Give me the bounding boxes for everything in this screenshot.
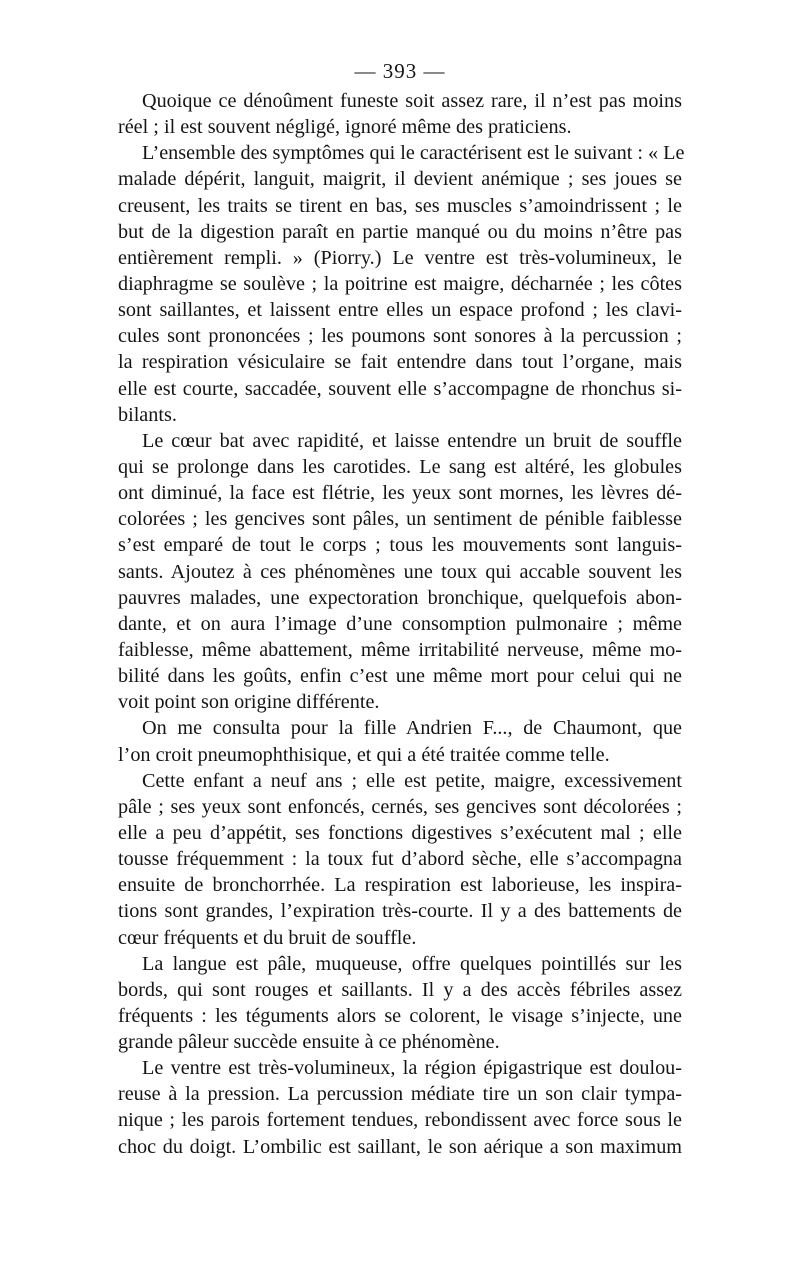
text-line: On me consulta pour la fille Andrien F..., de Chaumont, que [142, 717, 682, 740]
paragraph [118, 768, 682, 951]
text-line: sants. Ajoutez à ces phénomènes une toux qui accable souvent les [118, 560, 682, 583]
text-line: but de la digestion paraît en partie manqué ou du moins n’être pas [118, 220, 682, 243]
text-line: cœur fréquents et du bruit de souffle. [118, 926, 417, 949]
text-line: s’est emparé de tout le corps ; tous les mouvements sont languis- [118, 534, 682, 557]
text-line: ont diminué, la face est flétrie, les yeux sont mornes, les lèvres dé- [118, 482, 682, 505]
book-page [118, 56, 685, 1160]
text-line: Quoique ce dénoûment funeste soit assez rare, il n’est pas moins [142, 90, 682, 112]
text-line: tions sont grandes, l’expiration très-courte. Il y a des battements de [118, 900, 682, 923]
text-line: réel ; il est souvent négligé, ignoré même des praticiens. [118, 116, 572, 139]
paragraph [118, 951, 682, 1056]
text-line: diaphragme se soulève ; la poitrine est maigre, décharnée ; les côtes [118, 272, 682, 295]
text-line: fréquents : les téguments alors se colorent, le visage s’injecte, une [118, 1004, 682, 1027]
text-line: elle a peu d’appétit, ses fonctions digestives s’exécutent mal ; elle [118, 821, 682, 844]
text-line: Cette enfant a neuf ans ; elle est petite, maigre, excessivement [142, 769, 682, 792]
text-line: l’on croit pneumophthisique, et qui a été traitée comme telle. [118, 743, 610, 766]
text-line: choc du doigt. L’ombilic est saillant, le son aérique a son maximum [118, 1135, 682, 1158]
text-line: dante, et on aura l’image d’une consomption pulmonaire ; même [118, 612, 682, 635]
text-line: faiblesse, même abattement, même irritabilité nerveuse, même mo- [118, 638, 682, 661]
text-line: ensuite de bronchorrhée. La respiration est laborieuse, les inspira- [118, 874, 682, 897]
text-line: entièrement rempli. » (Piorry.) Le ventre est très-volumineux, le [118, 246, 682, 269]
text-line: Le ventre est très-volumineux, la région épigastrique est doulou- [142, 1057, 682, 1080]
text-line: bilants. [118, 403, 177, 426]
text-line: pauvres malades, une expectoration bronchique, quelquefois abon- [118, 586, 682, 609]
text-line: colorées ; les gencives sont pâles, un sentiment de pénible faiblesse [118, 508, 682, 531]
text-line: sont saillantes, et laissent entre elles un espace profond ; les clavi- [118, 299, 682, 322]
text-line: bords, qui sont rouges et saillants. Il y a des accès fébriles assez [118, 978, 682, 1001]
text-line: qui se prolonge dans les carotides. Le sang est altéré, les globules [118, 455, 682, 478]
paragraph [118, 715, 682, 767]
paragraph [118, 88, 682, 140]
body-text [118, 88, 685, 1160]
text-line: Le cœur bat avec rapidité, et laisse entendre un bruit de souffle [142, 429, 682, 452]
text-line: L’ensemble des symptômes qui le caractérisent est le suivant : « Le [142, 142, 685, 165]
paragraph [118, 1055, 682, 1160]
paragraph [118, 428, 682, 716]
text-line: nique ; les parois fortement tendues, rebondissent avec force sous le [118, 1109, 682, 1132]
text-line: pâle ; ses yeux sont enfoncés, cernés, ses gencives sont décolorées ; [118, 795, 682, 818]
text-line: bilité dans les goûts, enfin c’est une même mort pour celui qui ne [118, 665, 682, 688]
text-line: reuse à la pression. La percussion médiate tire un son clair tympa- [118, 1083, 682, 1106]
text-line: La langue est pâle, muqueuse, offre quelques pointillés sur les [142, 952, 682, 975]
text-line: elle est courte, saccadée, souvent elle s’accompagne de rhonchus si- [118, 377, 682, 400]
text-line: cules sont prononcées ; les poumons sont sonores à la percussion ; [118, 325, 682, 348]
text-line: voit point son origine différente. [118, 691, 380, 714]
text-line: malade dépérit, languit, maigrit, il devient anémique ; ses joues se [118, 168, 682, 191]
text-line: la respiration vésiculaire se fait entendre dans tout l’organe, mais [118, 351, 682, 374]
text-line: tousse fréquemment : la toux fut d’abord sèche, elle s’accompagna [118, 848, 682, 871]
paragraph [118, 140, 685, 428]
page-number: — 393 — [354, 59, 446, 83]
text-line: creusent, les traits se tirent en bas, ses muscles s’amoindrissent ; le [118, 194, 682, 217]
text-line: grande pâleur succède ensuite à ce phénomène. [118, 1031, 500, 1054]
